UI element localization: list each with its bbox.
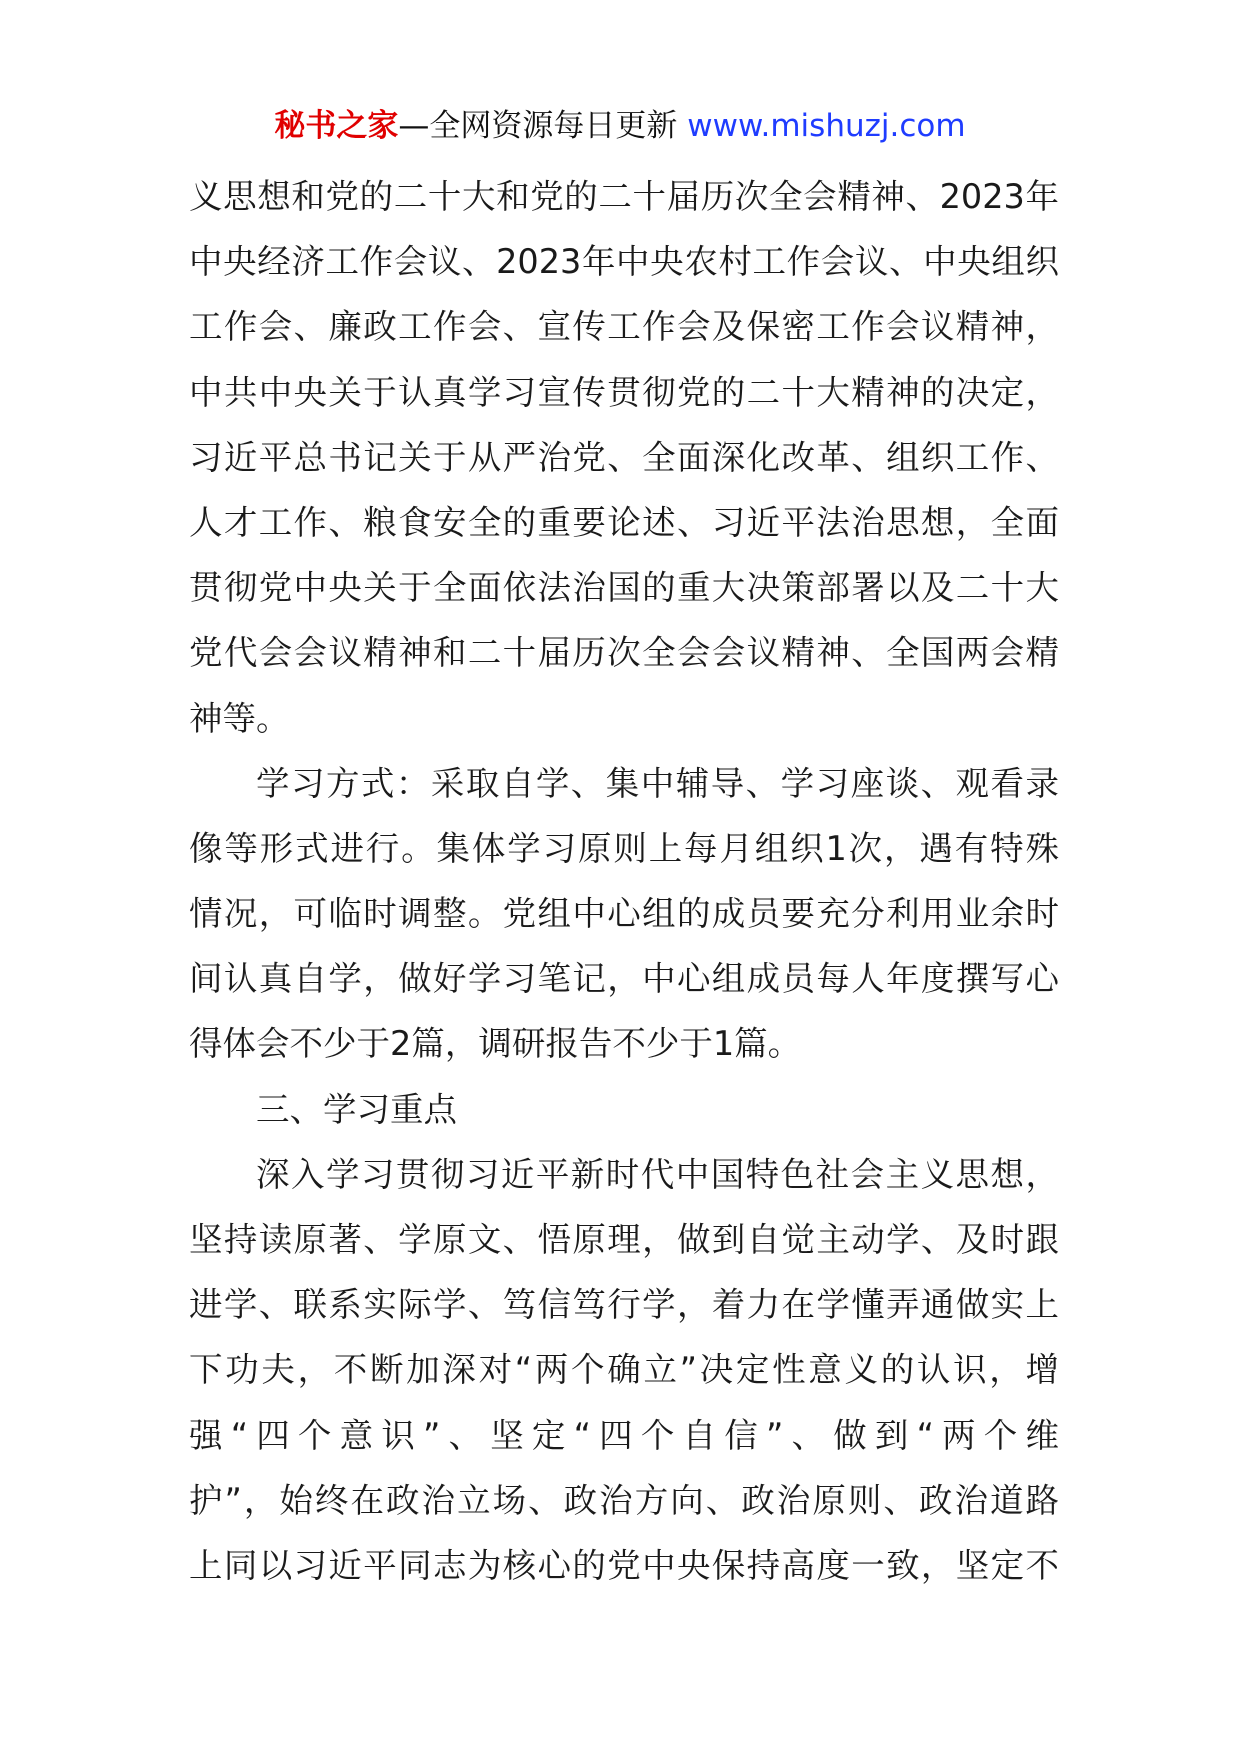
text-line: 上同以习近平同志为核心的党中央保持高度一致，坚定不 bbox=[189, 1545, 1059, 1585]
section-heading bbox=[189, 1077, 1059, 1142]
heading-line: 三、学习重点 bbox=[256, 1089, 457, 1129]
text-line: 护”，始终在政治立场、政治方向、政治原则、政治道路 bbox=[189, 1480, 1059, 1520]
text-line: 下功夫，不断加深对“两个确立”决定性意义的认识，增 bbox=[189, 1350, 1059, 1390]
text-line: 得体会不少于2篇，调研报告不少于1篇。 bbox=[189, 1024, 802, 1064]
text-line: 中央经济工作会议、2023年中央农村工作会议、中央组织 bbox=[189, 242, 1059, 282]
text-line: 像等形式进行。集体学习原则上每月组织1次，遇有特殊 bbox=[189, 828, 1059, 868]
paragraph-study-method bbox=[189, 751, 1059, 1077]
text-line: 习近平总书记关于从严治党、全面深化改革、组织工作、 bbox=[189, 437, 1059, 477]
text-line: 贯彻党中央关于全面依法治国的重大决策部署以及二十大 bbox=[189, 568, 1059, 608]
text-line: 义思想和党的二十大和党的二十届历次全会精神、2023年 bbox=[189, 177, 1059, 216]
text-line: 学习方式：采取自学、集中辅导、学习座谈、观看录 bbox=[256, 763, 1059, 803]
document-body bbox=[189, 164, 1059, 1598]
text-line: 人才工作、粮食安全的重要论述、习近平法治思想，全面 bbox=[189, 502, 1059, 542]
page-header bbox=[0, 104, 1240, 148]
brand-name: 秘书之家 bbox=[274, 108, 399, 144]
text-line: 间认真自学，做好学习笔记，中心组成员每人年度撰写心 bbox=[189, 959, 1059, 999]
text-line: 情况，可临时调整。党组中心组的成员要充分利用业余时 bbox=[189, 894, 1059, 934]
text-line: 神等。 bbox=[189, 698, 290, 738]
paragraph-study-content bbox=[189, 164, 1059, 751]
text-line: 中共中央关于认真学习宣传贯彻党的二十大精神的决定， bbox=[189, 372, 1059, 412]
text-line: 党代会会议精神和二十届历次全会会议精神、全国两会精 bbox=[189, 633, 1059, 673]
header-slogan: —全网资源每日更新 bbox=[398, 108, 678, 144]
paragraph-study-focus bbox=[189, 1142, 1059, 1598]
text-line: 深入学习贯彻习近平新时代中国特色社会主义思想， bbox=[256, 1154, 1059, 1194]
text-line: 坚持读原著、学原文、悟原理，做到自觉主动学、及时跟 bbox=[189, 1220, 1059, 1259]
text-line: 强“四个意识”、坚定“四个自信”、做到“两个维 bbox=[189, 1415, 1059, 1455]
text-line: 进学、联系实际学、笃信笃行学，着力在学懂弄通做实上 bbox=[189, 1285, 1059, 1325]
text-line: 工作会、廉政工作会、宣传工作会及保密工作会议精神， bbox=[189, 307, 1059, 347]
website-link[interactable]: www.mishuzj.com bbox=[687, 108, 966, 144]
